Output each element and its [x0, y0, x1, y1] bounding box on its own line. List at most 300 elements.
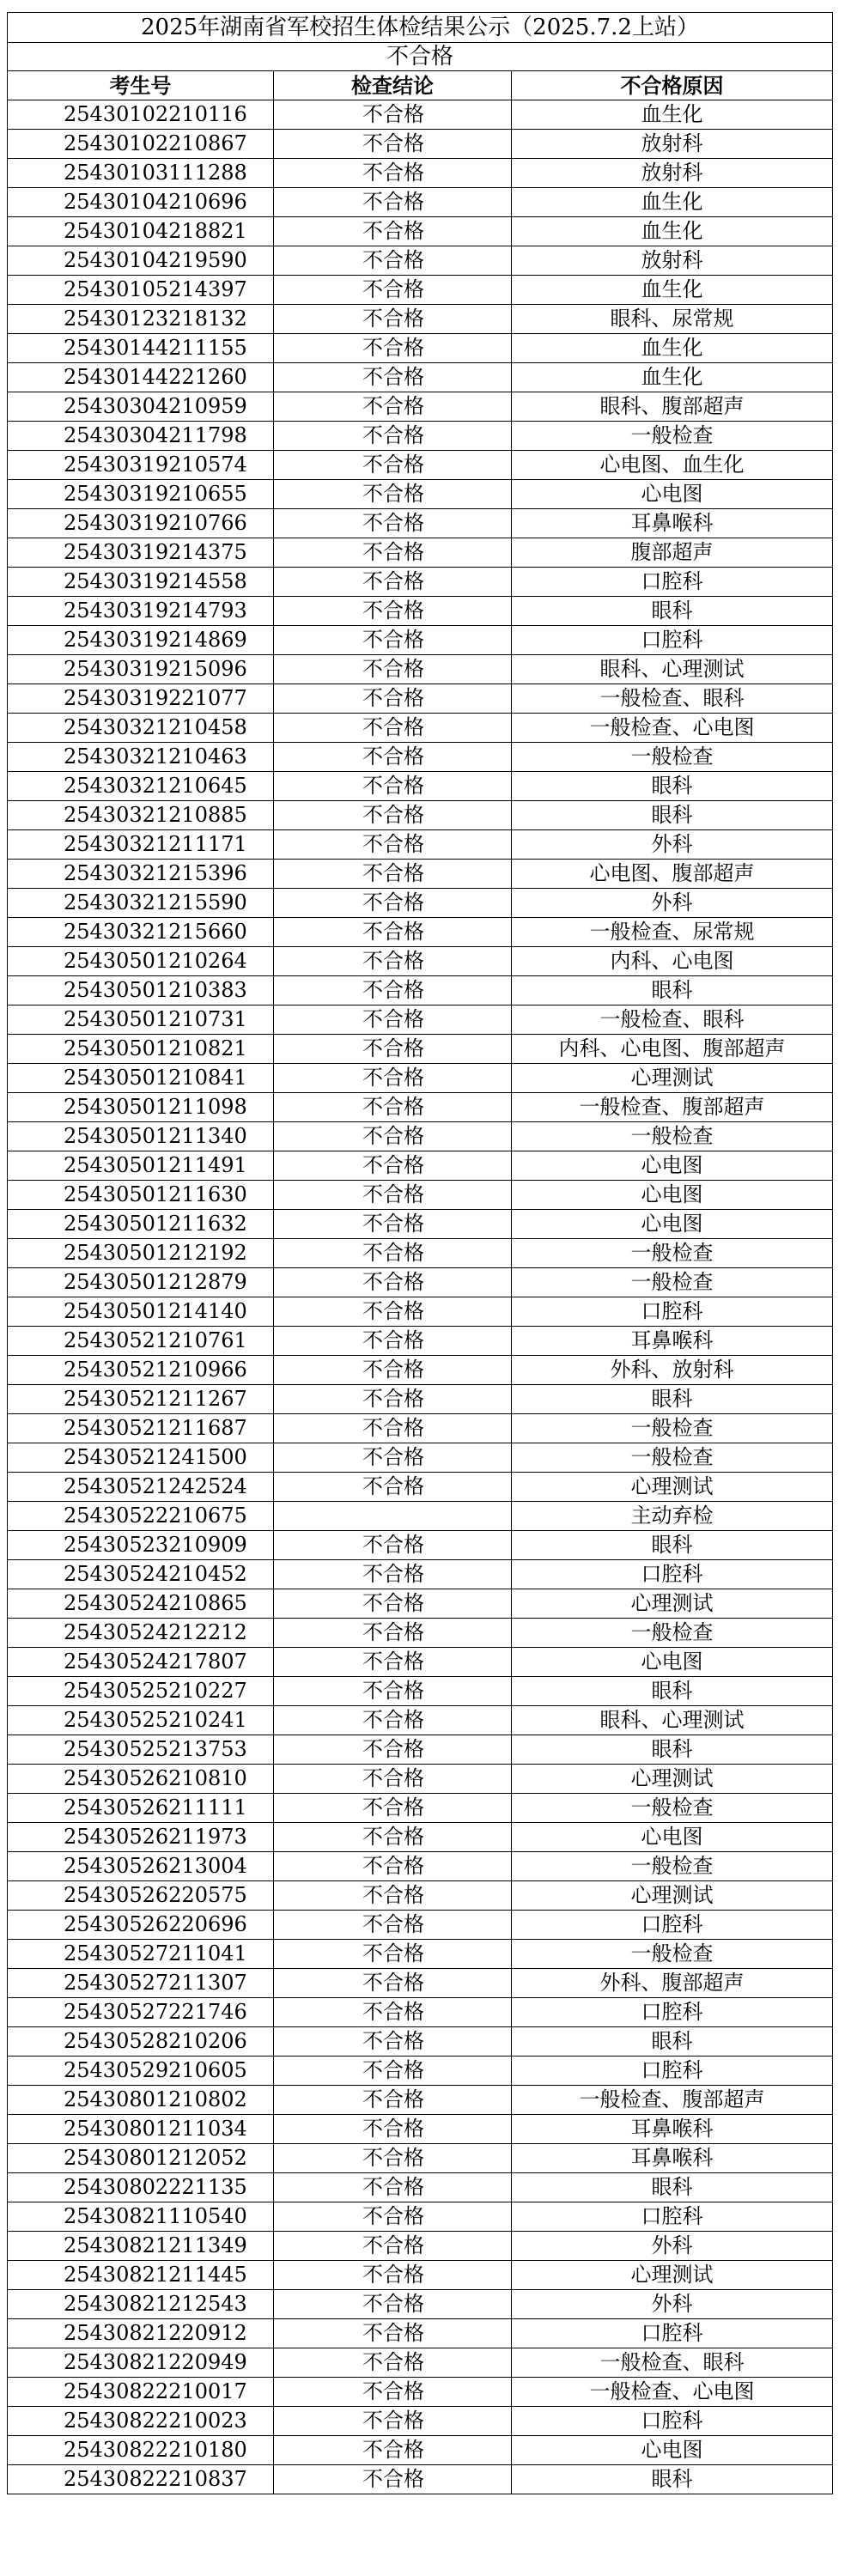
page-title: 2025年湖南省军校招生体检结果公示（2025.7.2上站）: [8, 13, 833, 43]
table-row: [8, 1181, 833, 1210]
cell-conclusion: 不合格: [274, 1648, 512, 1677]
table-row: [8, 714, 833, 743]
cell-reason: 口腔科: [512, 1297, 833, 1327]
cell-exam-id: 25430821212543: [8, 2290, 274, 2319]
cell-reason: 眼科: [512, 2465, 833, 2494]
cell-conclusion: 不合格: [274, 480, 512, 509]
table-row: [8, 2115, 833, 2144]
cell-conclusion: 不合格: [274, 1239, 512, 1268]
cell-reason: 眼科、心理测试: [512, 1706, 833, 1735]
table-row: [8, 509, 833, 538]
table-row: [8, 655, 833, 684]
cell-reason: 血生化: [512, 334, 833, 363]
table-row: [8, 1619, 833, 1648]
cell-conclusion: 不合格: [274, 217, 512, 246]
cell-exam-id: 25430104219590: [8, 246, 274, 276]
table-row: [8, 1035, 833, 1064]
cell-reason: 眼科: [512, 801, 833, 830]
cell-exam-id: 25430501211340: [8, 1122, 274, 1151]
cell-exam-id: 25430526220575: [8, 1881, 274, 1911]
cell-conclusion: 不合格: [274, 100, 512, 130]
cell-conclusion: 不合格: [274, 714, 512, 743]
cell-exam-id: 25430521211267: [8, 1385, 274, 1414]
cell-reason: 口腔科: [512, 2057, 833, 2086]
cell-exam-id: 25430319215096: [8, 655, 274, 684]
cell-conclusion: 不合格: [274, 305, 512, 334]
cell-exam-id: 25430321210885: [8, 801, 274, 830]
table-row: [8, 2378, 833, 2407]
table-row: [8, 597, 833, 626]
cell-conclusion: 不合格: [274, 422, 512, 451]
cell-exam-id: 25430526211973: [8, 1823, 274, 1852]
table-row: [8, 1589, 833, 1619]
cell-exam-id: 25430524210452: [8, 1560, 274, 1589]
cell-conclusion: 不合格: [274, 188, 512, 217]
cell-conclusion: 不合格: [274, 2057, 512, 2086]
cell-reason: 一般检查、心电图: [512, 2378, 833, 2407]
cell-conclusion: 不合格: [274, 451, 512, 480]
cell-exam-id: 25430321215590: [8, 889, 274, 918]
cell-reason: 一般检查: [512, 1794, 833, 1823]
cell-reason: 心电图: [512, 2436, 833, 2465]
cell-reason: 一般检查: [512, 1268, 833, 1297]
cell-exam-id: 25430319214793: [8, 597, 274, 626]
table-row: [8, 422, 833, 451]
header-conclusion: 检查结论: [274, 71, 512, 100]
cell-conclusion: 不合格: [274, 568, 512, 597]
table-row: [8, 1794, 833, 1823]
table-row: [8, 2057, 833, 2086]
cell-exam-id: 25430529210605: [8, 2057, 274, 2086]
cell-reason: 眼科: [512, 772, 833, 801]
table-row: [8, 1005, 833, 1035]
cell-reason: 一般检查: [512, 1239, 833, 1268]
cell-exam-id: 25430102210867: [8, 130, 274, 159]
table-row: [8, 1443, 833, 1473]
cell-reason: 心电图、血生化: [512, 451, 833, 480]
cell-conclusion: 不合格: [274, 1356, 512, 1385]
cell-exam-id: 25430821220949: [8, 2348, 274, 2378]
subtitle-row: [8, 43, 833, 71]
cell-reason: 主动弃检: [512, 1502, 833, 1531]
cell-exam-id: 25430319214558: [8, 568, 274, 597]
cell-exam-id: 25430501212192: [8, 1239, 274, 1268]
cell-conclusion: 不合格: [274, 1881, 512, 1911]
cell-conclusion: 不合格: [274, 1794, 512, 1823]
cell-reason: 耳鼻喉科: [512, 509, 833, 538]
table-row: [8, 568, 833, 597]
cell-reason: 外科、腹部超声: [512, 1969, 833, 1998]
table-row: [8, 1414, 833, 1443]
cell-reason: 放射科: [512, 130, 833, 159]
cell-conclusion: 不合格: [274, 2290, 512, 2319]
cell-exam-id: 25430822210023: [8, 2407, 274, 2436]
table-row: [8, 1735, 833, 1765]
cell-reason: 内科、心电图: [512, 947, 833, 976]
cell-reason: 口腔科: [512, 1560, 833, 1589]
cell-reason: 心理测试: [512, 1881, 833, 1911]
cell-exam-id: 25430528210206: [8, 2027, 274, 2057]
table-row: [8, 2319, 833, 2348]
table-row: [8, 743, 833, 772]
cell-exam-id: 25430501211632: [8, 1210, 274, 1239]
cell-exam-id: 25430501210383: [8, 976, 274, 1005]
table-row: [8, 159, 833, 188]
cell-conclusion: 不合格: [274, 334, 512, 363]
cell-reason: 眼科: [512, 1531, 833, 1560]
table-row: [8, 1327, 833, 1356]
cell-reason: 心电图: [512, 1151, 833, 1181]
cell-conclusion: 不合格: [274, 1560, 512, 1589]
cell-reason: 口腔科: [512, 1998, 833, 2027]
cell-exam-id: 25430319210574: [8, 451, 274, 480]
cell-conclusion: 不合格: [274, 1619, 512, 1648]
table-row: [8, 305, 833, 334]
cell-conclusion: 不合格: [274, 276, 512, 305]
cell-reason: 口腔科: [512, 2407, 833, 2436]
cell-conclusion: 不合格: [274, 1268, 512, 1297]
cell-exam-id: 25430501214140: [8, 1297, 274, 1327]
cell-conclusion: 不合格: [274, 1677, 512, 1706]
table-row: [8, 334, 833, 363]
section-subtitle: 不合格: [8, 43, 833, 71]
cell-reason: 一般检查、腹部超声: [512, 2086, 833, 2115]
table-row: [8, 246, 833, 276]
table-row: [8, 801, 833, 830]
cell-conclusion: 不合格: [274, 2465, 512, 2494]
cell-conclusion: 不合格: [274, 1443, 512, 1473]
table-row: [8, 830, 833, 860]
cell-reason: 耳鼻喉科: [512, 1327, 833, 1356]
table-row: [8, 2086, 833, 2115]
cell-reason: 血生化: [512, 276, 833, 305]
table-row: [8, 1648, 833, 1677]
cell-exam-id: 25430103111288: [8, 159, 274, 188]
table-row: [8, 276, 833, 305]
cell-conclusion: 不合格: [274, 918, 512, 947]
cell-exam-id: 25430821110540: [8, 2202, 274, 2232]
cell-exam-id: 25430524217807: [8, 1648, 274, 1677]
cell-exam-id: 25430821211445: [8, 2261, 274, 2290]
cell-exam-id: 25430501210821: [8, 1035, 274, 1064]
cell-exam-id: 25430105214397: [8, 276, 274, 305]
cell-conclusion: 不合格: [274, 801, 512, 830]
table-body: [8, 13, 833, 2494]
cell-reason: 放射科: [512, 246, 833, 276]
cell-exam-id: 25430801212052: [8, 2144, 274, 2173]
table-row: [8, 2348, 833, 2378]
table-row: [8, 1151, 833, 1181]
cell-exam-id: 25430144211155: [8, 334, 274, 363]
table-row: [8, 538, 833, 568]
title-row: [8, 13, 833, 43]
table-row: [8, 1706, 833, 1735]
cell-reason: 耳鼻喉科: [512, 2115, 833, 2144]
table-row: [8, 2144, 833, 2173]
cell-conclusion: 不合格: [274, 597, 512, 626]
cell-conclusion: 不合格: [274, 159, 512, 188]
cell-reason: 心理测试: [512, 1064, 833, 1093]
cell-exam-id: 25430521210966: [8, 1356, 274, 1385]
cell-conclusion: 不合格: [274, 655, 512, 684]
cell-exam-id: 25430304210959: [8, 392, 274, 422]
table-row: [8, 626, 833, 655]
cell-reason: 口腔科: [512, 2319, 833, 2348]
table-row: [8, 1911, 833, 1940]
cell-conclusion: 不合格: [274, 1940, 512, 1969]
table-row: [8, 918, 833, 947]
cell-conclusion: 不合格: [274, 860, 512, 889]
cell-conclusion: 不合格: [274, 2261, 512, 2290]
cell-exam-id: 25430522210675: [8, 1502, 274, 1531]
cell-exam-id: 25430802221135: [8, 2173, 274, 2202]
table-row: [8, 1531, 833, 1560]
cell-exam-id: 25430104210696: [8, 188, 274, 217]
table-row: [8, 1239, 833, 1268]
cell-reason: 一般检查、尿常规: [512, 918, 833, 947]
cell-reason: 心理测试: [512, 1765, 833, 1794]
cell-conclusion: 不合格: [274, 684, 512, 714]
cell-exam-id: 25430102210116: [8, 100, 274, 130]
cell-exam-id: 25430526213004: [8, 1852, 274, 1881]
table-row: [8, 976, 833, 1005]
table-row: [8, 2436, 833, 2465]
cell-reason: 血生化: [512, 217, 833, 246]
table-row: [8, 684, 833, 714]
cell-conclusion: 不合格: [274, 2115, 512, 2144]
cell-reason: 外科: [512, 830, 833, 860]
cell-reason: 一般检查: [512, 1443, 833, 1473]
cell-conclusion: 不合格: [274, 976, 512, 1005]
results-table: [7, 12, 833, 2494]
table-row: [8, 2202, 833, 2232]
cell-reason: 眼科: [512, 976, 833, 1005]
cell-conclusion: 不合格: [274, 1385, 512, 1414]
cell-exam-id: 25430319221077: [8, 684, 274, 714]
cell-conclusion: 不合格: [274, 2348, 512, 2378]
cell-conclusion: 不合格: [274, 2436, 512, 2465]
cell-reason: 一般检查、眼科: [512, 2348, 833, 2378]
cell-conclusion: 不合格: [274, 1735, 512, 1765]
cell-reason: 放射科: [512, 159, 833, 188]
cell-reason: 血生化: [512, 188, 833, 217]
cell-conclusion: 不合格: [274, 1998, 512, 2027]
cell-reason: 一般检查、眼科: [512, 684, 833, 714]
cell-exam-id: 25430801211034: [8, 2115, 274, 2144]
cell-exam-id: 25430801210802: [8, 2086, 274, 2115]
cell-reason: 眼科、尿常规: [512, 305, 833, 334]
cell-conclusion: 不合格: [274, 1589, 512, 1619]
cell-exam-id: 25430525210227: [8, 1677, 274, 1706]
table-row: [8, 392, 833, 422]
cell-exam-id: 25430104218821: [8, 217, 274, 246]
cell-reason: 口腔科: [512, 626, 833, 655]
cell-reason: 眼科: [512, 1677, 833, 1706]
cell-reason: 眼科: [512, 597, 833, 626]
cell-reason: 耳鼻喉科: [512, 2144, 833, 2173]
cell-reason: 心电图: [512, 1181, 833, 1210]
cell-reason: 心电图: [512, 1210, 833, 1239]
table-row: [8, 860, 833, 889]
table-row: [8, 1473, 833, 1502]
cell-conclusion: 不合格: [274, 363, 512, 392]
table-row: [8, 217, 833, 246]
cell-reason: 一般检查: [512, 743, 833, 772]
cell-exam-id: 25430521211687: [8, 1414, 274, 1443]
cell-conclusion: 不合格: [274, 1093, 512, 1122]
cell-reason: 眼科、腹部超声: [512, 392, 833, 422]
table-row: [8, 1093, 833, 1122]
cell-reason: 一般检查: [512, 422, 833, 451]
table-row: [8, 1210, 833, 1239]
cell-exam-id: 25430526220696: [8, 1911, 274, 1940]
cell-exam-id: 25430822210180: [8, 2436, 274, 2465]
table-row: [8, 1385, 833, 1414]
cell-exam-id: 25430527221746: [8, 1998, 274, 2027]
cell-exam-id: 25430525210241: [8, 1706, 274, 1735]
cell-exam-id: 25430501210841: [8, 1064, 274, 1093]
cell-conclusion: 不合格: [274, 947, 512, 976]
cell-conclusion: 不合格: [274, 1181, 512, 1210]
cell-reason: 心电图: [512, 480, 833, 509]
table-row: [8, 2232, 833, 2261]
cell-conclusion: 不合格: [274, 1765, 512, 1794]
cell-exam-id: 25430321215396: [8, 860, 274, 889]
cell-reason: 心电图、腹部超声: [512, 860, 833, 889]
cell-exam-id: 25430319210766: [8, 509, 274, 538]
table-row: [8, 2465, 833, 2494]
table-row: [8, 2027, 833, 2057]
table-row: [8, 451, 833, 480]
cell-reason: 口腔科: [512, 2202, 833, 2232]
cell-reason: 血生化: [512, 100, 833, 130]
table-row: [8, 130, 833, 159]
cell-conclusion: 不合格: [274, 2202, 512, 2232]
cell-reason: 眼科: [512, 2173, 833, 2202]
cell-reason: 腹部超声: [512, 538, 833, 568]
cell-conclusion: 不合格: [274, 1706, 512, 1735]
cell-conclusion: 不合格: [274, 1297, 512, 1327]
cell-exam-id: 25430501211491: [8, 1151, 274, 1181]
table-row: [8, 1677, 833, 1706]
table-row: [8, 1998, 833, 2027]
table-row: [8, 1940, 833, 1969]
cell-exam-id: 25430501210264: [8, 947, 274, 976]
cell-reason: 口腔科: [512, 568, 833, 597]
cell-conclusion: 不合格: [274, 246, 512, 276]
cell-exam-id: 25430822210017: [8, 2378, 274, 2407]
table-row: [8, 947, 833, 976]
cell-reason: 血生化: [512, 363, 833, 392]
cell-conclusion: 不合格: [274, 2086, 512, 2115]
cell-conclusion: 不合格: [274, 2232, 512, 2261]
cell-exam-id: 25430524212212: [8, 1619, 274, 1648]
cell-conclusion: 不合格: [274, 1151, 512, 1181]
cell-reason: 一般检查: [512, 1852, 833, 1881]
cell-reason: 心理测试: [512, 2261, 833, 2290]
table-row: [8, 1502, 833, 1531]
cell-exam-id: 25430321210463: [8, 743, 274, 772]
cell-exam-id: 25430501212879: [8, 1268, 274, 1297]
table-row: [8, 1881, 833, 1911]
table-row: [8, 889, 833, 918]
cell-reason: 心理测试: [512, 1473, 833, 1502]
cell-conclusion: 不合格: [274, 538, 512, 568]
table-row: [8, 480, 833, 509]
table-row: [8, 1122, 833, 1151]
cell-conclusion: 不合格: [274, 889, 512, 918]
cell-exam-id: 25430321210645: [8, 772, 274, 801]
table-row: [8, 2261, 833, 2290]
cell-reason: 心电图: [512, 1823, 833, 1852]
cell-reason: 一般检查、腹部超声: [512, 1093, 833, 1122]
cell-conclusion: 不合格: [274, 1210, 512, 1239]
cell-exam-id: 25430304211798: [8, 422, 274, 451]
header-reason: 不合格原因: [512, 71, 833, 100]
table-row: [8, 1969, 833, 1998]
cell-conclusion: [274, 1502, 512, 1531]
cell-exam-id: 25430527211307: [8, 1969, 274, 1998]
table-row: [8, 772, 833, 801]
cell-conclusion: 不合格: [274, 1414, 512, 1443]
cell-exam-id: 25430319214869: [8, 626, 274, 655]
cell-conclusion: 不合格: [274, 1005, 512, 1035]
cell-exam-id: 25430822210837: [8, 2465, 274, 2494]
cell-exam-id: 25430521241500: [8, 1443, 274, 1473]
cell-reason: 一般检查、眼科: [512, 1005, 833, 1035]
cell-exam-id: 25430523210909: [8, 1531, 274, 1560]
cell-conclusion: 不合格: [274, 1327, 512, 1356]
cell-reason: 一般检查: [512, 1122, 833, 1151]
table-row: [8, 188, 833, 217]
cell-exam-id: 25430319214375: [8, 538, 274, 568]
cell-exam-id: 25430521210761: [8, 1327, 274, 1356]
cell-conclusion: 不合格: [274, 1852, 512, 1881]
table-row: [8, 1823, 833, 1852]
cell-exam-id: 25430821220912: [8, 2319, 274, 2348]
table-row: [8, 2407, 833, 2436]
cell-exam-id: 25430501211630: [8, 1181, 274, 1210]
cell-reason: 内科、心电图、腹部超声: [512, 1035, 833, 1064]
table-row: [8, 1765, 833, 1794]
cell-reason: 一般检查: [512, 1414, 833, 1443]
cell-exam-id: 25430527211041: [8, 1940, 274, 1969]
table-row: [8, 1852, 833, 1881]
cell-conclusion: 不合格: [274, 1823, 512, 1852]
cell-conclusion: 不合格: [274, 1969, 512, 1998]
cell-reason: 一般检查: [512, 1619, 833, 1648]
cell-reason: 外科、放射科: [512, 1356, 833, 1385]
table-row: [8, 2290, 833, 2319]
header-exam-id: 考生号: [8, 71, 274, 100]
cell-conclusion: 不合格: [274, 130, 512, 159]
cell-reason: 心理测试: [512, 1589, 833, 1619]
cell-conclusion: 不合格: [274, 743, 512, 772]
cell-exam-id: 25430123218132: [8, 305, 274, 334]
cell-conclusion: 不合格: [274, 1035, 512, 1064]
cell-exam-id: 25430526211111: [8, 1794, 274, 1823]
cell-conclusion: 不合格: [274, 509, 512, 538]
table-row: [8, 1356, 833, 1385]
cell-exam-id: 25430321215660: [8, 918, 274, 947]
cell-exam-id: 25430321210458: [8, 714, 274, 743]
cell-conclusion: 不合格: [274, 1911, 512, 1940]
cell-reason: 眼科: [512, 2027, 833, 2057]
table-row: [8, 363, 833, 392]
cell-conclusion: 不合格: [274, 2378, 512, 2407]
cell-reason: 眼科、心理测试: [512, 655, 833, 684]
cell-exam-id: 25430319210655: [8, 480, 274, 509]
